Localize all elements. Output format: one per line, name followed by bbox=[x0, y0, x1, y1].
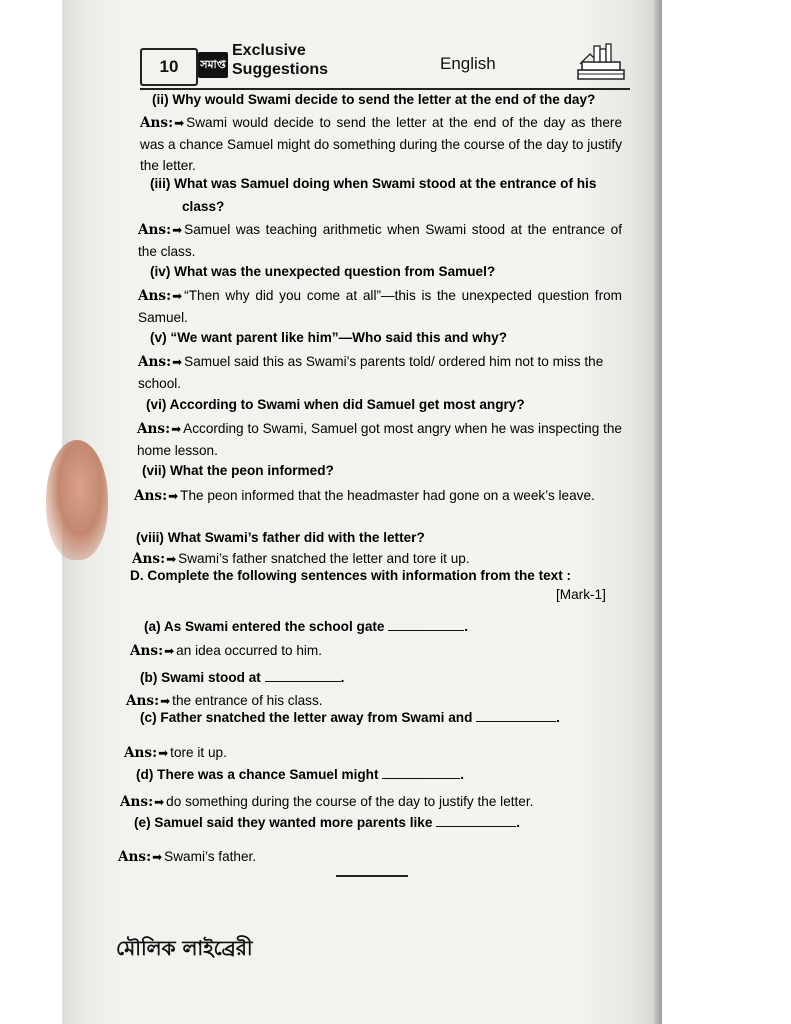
blank-line bbox=[436, 814, 516, 827]
question-vi: (vi) According to Swami when did Samuel get most angry? bbox=[146, 397, 525, 412]
arrow-right-icon: ➡ bbox=[154, 795, 165, 809]
brand-title-line1: Exclusive bbox=[232, 42, 306, 59]
books-icon bbox=[572, 40, 630, 86]
fill-blank-d bbox=[136, 766, 464, 782]
answer-label: Ans: bbox=[138, 288, 172, 304]
publisher-footer: মৌলিক লাইব্রেরী bbox=[116, 936, 253, 960]
blank-end: . bbox=[516, 815, 520, 830]
fill-blank-text: (b) Swami stood at bbox=[140, 670, 261, 685]
subject-title: English bbox=[440, 54, 496, 73]
blank-line bbox=[476, 709, 556, 722]
answer-text: Samuel was teaching arithmetic when Swami stood at the entrance of the class. bbox=[138, 222, 622, 259]
fill-blank-b bbox=[140, 669, 344, 685]
fill-blank-c bbox=[140, 709, 560, 725]
fill-answer-e bbox=[118, 846, 618, 868]
answer-label: Ans: bbox=[138, 354, 172, 370]
blank-end: . bbox=[556, 710, 560, 725]
answer-text: Swami’s father. bbox=[164, 849, 257, 864]
answer-text: do something during the course of the day to justify the letter. bbox=[166, 794, 534, 809]
answer-label: Ans: bbox=[137, 421, 171, 437]
question-iv: (iv) What was the unexpected question from Samuel? bbox=[150, 264, 496, 279]
fill-blank-text: (d) There was a chance Samuel might bbox=[136, 767, 379, 782]
arrow-right-icon: ➡ bbox=[168, 489, 179, 503]
answer-text: Swami’s father snatched the letter and tore it up. bbox=[178, 551, 470, 566]
answer-iii bbox=[138, 219, 622, 262]
answer-text: Samuel said this as Swami’s parents told/ ordered him not to miss the school. bbox=[138, 354, 604, 391]
answer-label: Ans: bbox=[126, 693, 160, 709]
arrow-right-icon: ➡ bbox=[172, 289, 183, 303]
brand-title-line2: Suggestions bbox=[232, 61, 329, 78]
arrow-right-icon: ➡ bbox=[172, 223, 183, 237]
arrow-right-icon: ➡ bbox=[166, 552, 177, 566]
question-ii: (ii) Why would Swami decide to send the letter at the end of the day? bbox=[152, 92, 596, 107]
answer-text: tore it up. bbox=[170, 745, 227, 760]
fill-answer-a bbox=[130, 640, 620, 662]
fill-answer-d bbox=[120, 791, 620, 813]
fill-blank-a bbox=[144, 618, 468, 634]
answer-text: an idea occurred to him. bbox=[176, 643, 323, 658]
answer-ii bbox=[140, 112, 622, 176]
answer-v bbox=[138, 351, 622, 394]
question-v: (v) “We want parent like him”—Who said this and why? bbox=[150, 330, 508, 345]
answer-vii bbox=[134, 485, 622, 507]
arrow-right-icon: ➡ bbox=[174, 116, 185, 130]
answer-text: “Then why did you come at all”—this is the unexpected question from Samuel. bbox=[138, 288, 622, 325]
fill-blank-text: (c) Father snatched the letter away from Swami and bbox=[140, 710, 473, 725]
arrow-right-icon: ➡ bbox=[158, 746, 169, 760]
fill-blank-text: (e) Samuel said they wanted more parents like bbox=[134, 815, 433, 830]
fill-blank-text: (a) As Swami entered the school gate bbox=[144, 619, 385, 634]
blank-end: . bbox=[340, 670, 345, 685]
answer-text: According to Swami, Samuel got most angry when he was inspecting the home lesson. bbox=[137, 421, 622, 458]
page-edge-shadow bbox=[654, 0, 662, 1024]
answer-label: Ans: bbox=[120, 794, 154, 810]
arrow-right-icon: ➡ bbox=[172, 355, 183, 369]
section-end-rule bbox=[336, 875, 408, 877]
section-d-marks: [Mark-1] bbox=[556, 587, 606, 602]
arrow-right-icon: ➡ bbox=[152, 850, 163, 864]
answer-vi bbox=[137, 418, 622, 461]
blank-end: . bbox=[460, 767, 465, 782]
blank-end: . bbox=[464, 619, 469, 634]
header-rule bbox=[140, 88, 630, 90]
blank-line bbox=[388, 618, 464, 631]
question-vii: (vii) What the peon informed? bbox=[142, 463, 334, 478]
fill-blank-e bbox=[134, 814, 520, 830]
answer-text: the entrance of his class. bbox=[172, 693, 323, 708]
answer-label: Ans: bbox=[124, 745, 158, 761]
brand-badge: সমাপ্ত bbox=[198, 52, 228, 78]
answer-label: Ans: bbox=[118, 849, 152, 865]
answer-text: Swami would decide to send the letter at the end of the day as there was a chance Samuel might do something during the course of the day to justify the letter. bbox=[140, 115, 622, 173]
blank-line bbox=[382, 766, 460, 779]
answer-label: Ans: bbox=[134, 488, 168, 504]
question-viii: (viii) What Swami’s father did with the letter? bbox=[136, 530, 425, 545]
section-d-heading: D. Complete the following sentences with information from the text : bbox=[130, 568, 572, 583]
fill-answer-c bbox=[124, 742, 614, 764]
answer-viii bbox=[132, 548, 622, 570]
answer-label: Ans: bbox=[132, 551, 166, 567]
answer-label: Ans: bbox=[140, 115, 174, 131]
arrow-right-icon: ➡ bbox=[164, 644, 175, 658]
question-iii-cont: class? bbox=[182, 199, 225, 214]
thumb-holding-page bbox=[46, 440, 108, 560]
arrow-right-icon: ➡ bbox=[171, 422, 182, 436]
answer-label: Ans: bbox=[130, 643, 164, 659]
page-header bbox=[140, 40, 630, 90]
arrow-right-icon: ➡ bbox=[160, 694, 171, 708]
answer-text: The peon informed that the headmaster had gone on a week’s leave. bbox=[180, 488, 595, 503]
question-iii: (iii) What was Samuel doing when Swami stood at the entrance of his bbox=[150, 176, 597, 191]
answer-iv bbox=[138, 285, 622, 328]
answer-label: Ans: bbox=[138, 222, 172, 238]
blank-line bbox=[265, 669, 341, 682]
page-number: 10 bbox=[140, 48, 198, 86]
